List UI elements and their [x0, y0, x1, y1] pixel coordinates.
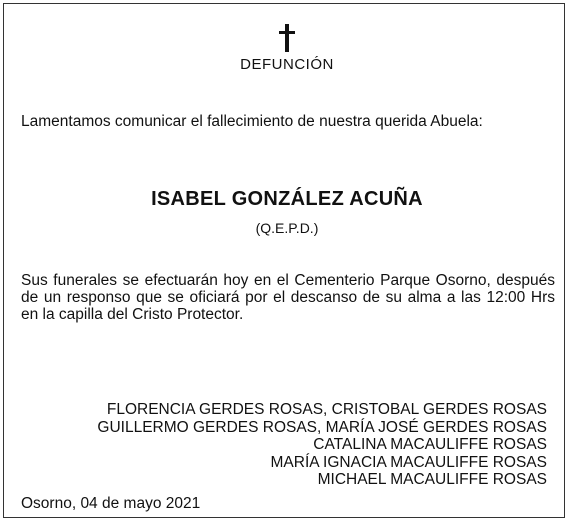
signer-line: CATALINA MACAULIFFE ROSAS [313, 436, 547, 453]
cross-icon [279, 24, 295, 52]
signer-line: MARÍA IGNACIA MACAULIFFE ROSAS [270, 453, 547, 471]
signer-line: MICHAEL MACAULIFFE ROSAS [317, 471, 547, 488]
signers-list [7, 401, 547, 489]
intro-text: Lamentamos comunicar el fallecimiento de nuestra querida Abuela: [21, 113, 483, 130]
signer-line: FLORENCIA GERDES ROSAS, CRISTOBAL GERDES ROSAS [106, 401, 547, 418]
place-date: Osorno, 04 de mayo 2021 [21, 495, 201, 512]
funeral-details: Sus funerales se efectuarán hoy en el Cementerio Parque Osorno, después de un responso que se oficiará por el descanso de su alma a las 12:00 Hrs en la capilla del Cristo Protector. [21, 272, 555, 323]
obituary-notice [3, 3, 565, 518]
signer-line: GUILLERMO GERDES ROSAS, MARÍA JOSÉ GERDES ROSAS [97, 418, 547, 436]
rip-label: (Q.E.P.D.) [255, 220, 319, 236]
deceased-name: ISABEL GONZÁLEZ ACUÑA [151, 188, 423, 210]
notice-heading: DEFUNCIÓN [240, 56, 334, 73]
